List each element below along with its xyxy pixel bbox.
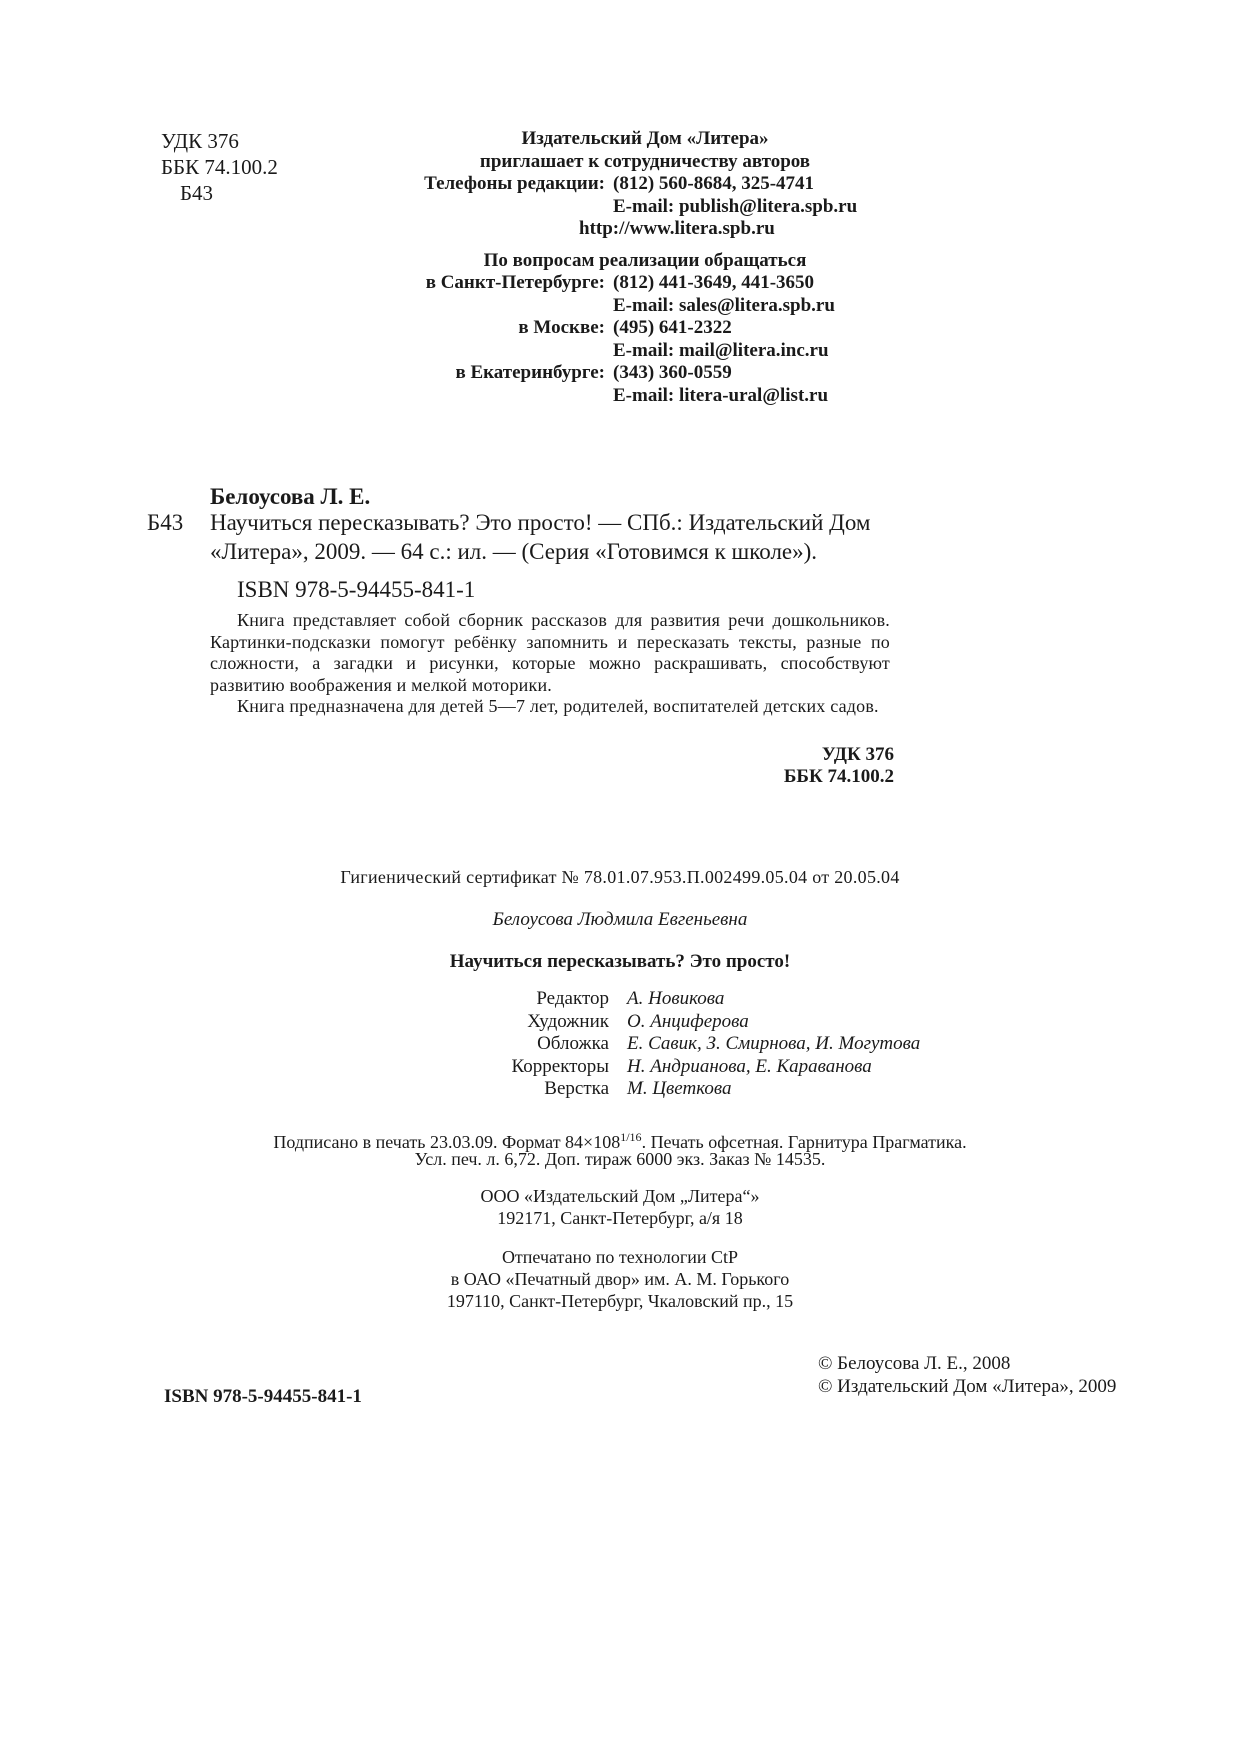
credits-list bbox=[447, 988, 920, 1101]
city-row-ekb bbox=[405, 362, 925, 385]
editorial-phone: (812) 560-8684, 325-4741 bbox=[613, 173, 815, 194]
hygiene-certificate: Гигиенический сертификат № 78.01.07.953.П.002499.05.04 от 20.05.04 bbox=[340, 867, 900, 887]
city-phone: (812) 441-3649, 441-3650 bbox=[613, 272, 815, 293]
credit-row bbox=[447, 1078, 920, 1101]
publisher-contacts bbox=[405, 128, 925, 407]
udk-code: УДК 376 bbox=[161, 129, 239, 153]
bib-mark: Б43 bbox=[147, 510, 184, 535]
city-phone: (495) 641-2322 bbox=[613, 317, 732, 338]
bib-line-2: «Литера», 2009. — 64 с.: ил. — (Серия «Готовимся к школе»). bbox=[210, 539, 818, 564]
print-details-b: . Печать офсетная. Гарнитура Прагматика. bbox=[641, 1132, 967, 1152]
city-email[interactable]: E-mail: mail@litera.inc.ru bbox=[613, 339, 829, 361]
credit-role: Художник bbox=[527, 1010, 609, 1032]
footer-isbn: ISBN 978-5-94455-841-1 bbox=[164, 1386, 362, 1407]
city-label: в Екатеринбурге: bbox=[455, 362, 605, 383]
website-link[interactable]: http://www.litera.spb.ru bbox=[579, 218, 775, 239]
abstract-paragraph-1: Книга представляет собой сборник рассказов для развития речи дошкольников. Картинки-подсказки помогут ребёнку запомнить и пересказать тексты, разные по сложности, а загадки и рисунки, которые можно раскрашивать, способствуют развитию воображения и мелкой моторики. bbox=[210, 610, 890, 695]
publisher-invite: приглашает к сотрудничеству авторов bbox=[479, 150, 811, 172]
city-label: в Санкт-Петербурге: bbox=[425, 272, 605, 293]
credit-role: Обложка bbox=[537, 1033, 609, 1054]
book-title: Научиться пересказывать? Это просто! bbox=[449, 951, 791, 972]
credit-row bbox=[447, 1011, 920, 1034]
credit-name: М. Цветкова bbox=[627, 1078, 732, 1099]
city-email[interactable]: E-mail: sales@litera.spb.ru bbox=[613, 294, 835, 316]
credit-role: Корректоры bbox=[511, 1055, 609, 1077]
credit-row bbox=[447, 1033, 920, 1056]
publisher-title: Издательский Дом «Литера» bbox=[521, 128, 769, 149]
bib-bbk: ББК 74.100.2 bbox=[783, 766, 894, 787]
editorial-phone-row bbox=[405, 173, 925, 196]
bib-line-1: Научиться пересказывать? Это просто! — СПб.: Издательский Дом bbox=[210, 510, 871, 535]
credit-row bbox=[447, 1056, 920, 1079]
bib-author: Белоусова Л. Е. bbox=[210, 484, 371, 509]
city-row-moscow bbox=[405, 317, 925, 340]
copyright-publisher: © Издательский Дом «Литера», 2009 bbox=[818, 1376, 1117, 1397]
credit-name: Н. Андрианова, Е. Караванова bbox=[627, 1055, 872, 1077]
credit-role: Верстка bbox=[544, 1078, 609, 1099]
print-details-line-2: Усл. печ. л. 6,72. Доп. тираж 6000 экз. Заказ № 14535. bbox=[414, 1149, 826, 1169]
bib-udk: УДК 376 bbox=[821, 744, 894, 765]
credit-role: Редактор bbox=[536, 988, 609, 1009]
bbk-code: ББК 74.100.2 bbox=[161, 155, 278, 179]
credit-name: Е. Савик, З. Смирнова, И. Могутова bbox=[627, 1033, 921, 1054]
printer-line-2: в ОАО «Печатный двор» им. А. М. Горького bbox=[450, 1269, 790, 1289]
sales-heading: По вопросам реализации обращаться bbox=[483, 249, 807, 271]
author-full-name: Белоусова Людмила Евгеньевна bbox=[492, 909, 748, 930]
publisher-address: 192171, Санкт-Петербург, а/я 18 bbox=[497, 1208, 743, 1228]
printer-line-3: 197110, Санкт-Петербург, Чкаловский пр., 15 bbox=[446, 1291, 794, 1311]
publisher-legal-name: ООО «Издательский Дом „Литера“» bbox=[480, 1186, 760, 1206]
city-row-spb bbox=[405, 272, 925, 295]
format-fraction: 1/16 bbox=[620, 1130, 642, 1144]
abstract-paragraph-2: Книга предназначена для детей 5—7 лет, родителей, воспитателей детских садов. bbox=[237, 696, 879, 716]
city-email[interactable]: E-mail: litera-ural@list.ru bbox=[613, 384, 829, 406]
author-mark: Б43 bbox=[180, 181, 214, 205]
bib-isbn: ISBN 978-5-94455-841-1 bbox=[237, 577, 476, 602]
city-label: в Москве: bbox=[518, 317, 605, 338]
print-details-a: Подписано в печать 23.03.09. Формат 84×108 bbox=[273, 1132, 621, 1152]
editorial-label: Телефоны редакции: bbox=[424, 173, 605, 194]
city-phone: (343) 360-0559 bbox=[613, 362, 732, 383]
editorial-email[interactable]: E-mail: publish@litera.spb.ru bbox=[613, 195, 858, 217]
printer-line-1: Отпечатано по технологии CtP bbox=[501, 1247, 739, 1267]
copyright-author: © Белоусова Л. Е., 2008 bbox=[818, 1353, 1011, 1374]
credit-name: О. Анциферова bbox=[627, 1010, 749, 1032]
credit-name: А. Новикова bbox=[627, 988, 725, 1009]
credit-row bbox=[447, 988, 920, 1011]
